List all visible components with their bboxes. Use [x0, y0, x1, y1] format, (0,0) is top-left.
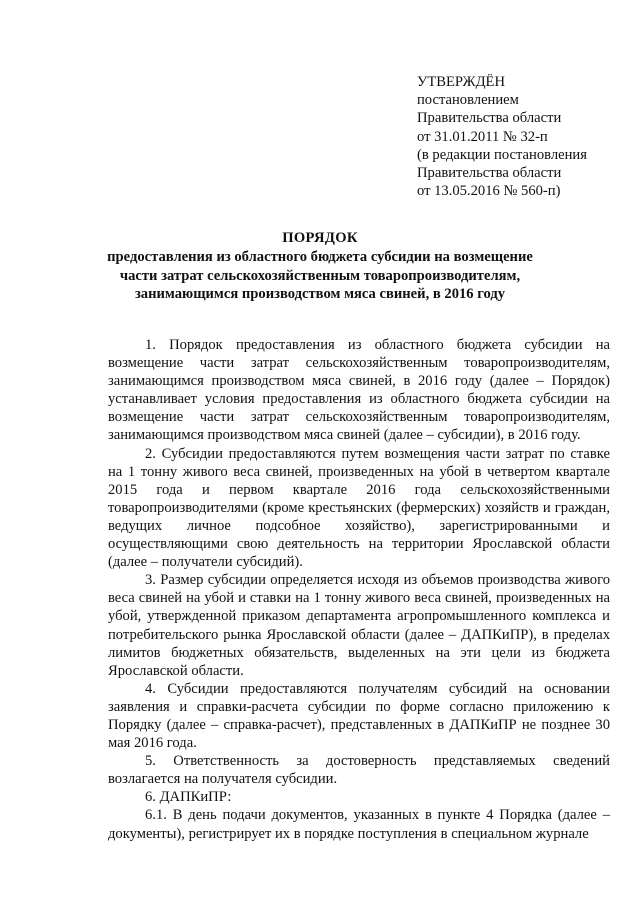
approval-line: (в редакции постановления: [417, 146, 587, 163]
approval-line: от 31.01.2011 № 32-п: [417, 128, 548, 145]
paragraph-6-1: 6.1. В день подачи документов, указанных в пункте 4 Порядка (далее – документы), регистрирует их в порядке поступления в специальном журнале: [108, 807, 610, 842]
title-heading: ПОРЯДОК: [282, 230, 358, 246]
document-title: [100, 229, 540, 304]
paragraph-2: 2. Субсидии предоставляются путем возмещения части затрат по ставке на 1 тонну живого веса свиней, произведенных на убой в четвертом квартале 2015 года и первом квартале 2016 года сельскохозяйственными товаропроизводителями (кроме крестьянских (фермерских) хозяйств и граждан, ведущих личное подсобное хозяйство), зарегистрированными и осуществляющими свою деятельность на территории Ярославской области (далее – получатели субсидий).: [108, 445, 610, 571]
approval-stamp: [417, 73, 632, 200]
document-body: [108, 336, 610, 843]
approval-line: постановлением: [417, 92, 519, 109]
approval-line: УТВЕРЖДЁН: [417, 74, 505, 90]
paragraph-3: 3. Размер субсидии определяется исходя из объемов производства живого веса свиней на убой и ставки на 1 тонну живого веса свиней, произведенных на убой, утвержденной приказом департамента агропромышленного комплекса и потребительского рынка Ярославской области (далее – ДАПКиПР), в пределах лимитов бюджетных обязательств, выделенных на эти цели из бюджета Ярославской области.: [108, 572, 610, 679]
paragraph-6: 6. ДАПКиПР:: [145, 789, 232, 806]
approval-line: от 13.05.2016 № 560-п): [417, 183, 561, 200]
paragraph-4: 4. Субсидии предоставляются получателям субсидий на основании заявления и справки-расчета субсидии по форме согласно приложению к Порядку (далее – справка-расчет), представленных в ДАПКиПР не позднее 30 мая 2016 года.: [108, 680, 610, 752]
title-subtitle: предоставления из областного бюджета субсидии на возмещение части затрат сельскохозяйственным товаропроизводителям, занимающимся производством мяса свиней, в 2016 году: [107, 249, 533, 303]
approval-line: Правительства области: [417, 110, 562, 127]
approval-line: Правительства области: [417, 165, 562, 182]
paragraph-1: 1. Порядок предоставления из областного бюджета субсидии на возмещение части затрат сельскохозяйственным товаропроизводителям, занимающимся производством мяса свиней, в 2016 году (далее – Порядок) устанавливает условия предоставления из областного бюджета субсидии на возмещение части затрат сельскохозяйственным товаропроизводителям, занимающимся производством мяса свиней (далее – субсидии), в 2016 году.: [108, 337, 610, 444]
paragraph-5: 5. Ответственность за достоверность представляемых сведений возлагается на получателя субсидии.: [108, 753, 610, 788]
